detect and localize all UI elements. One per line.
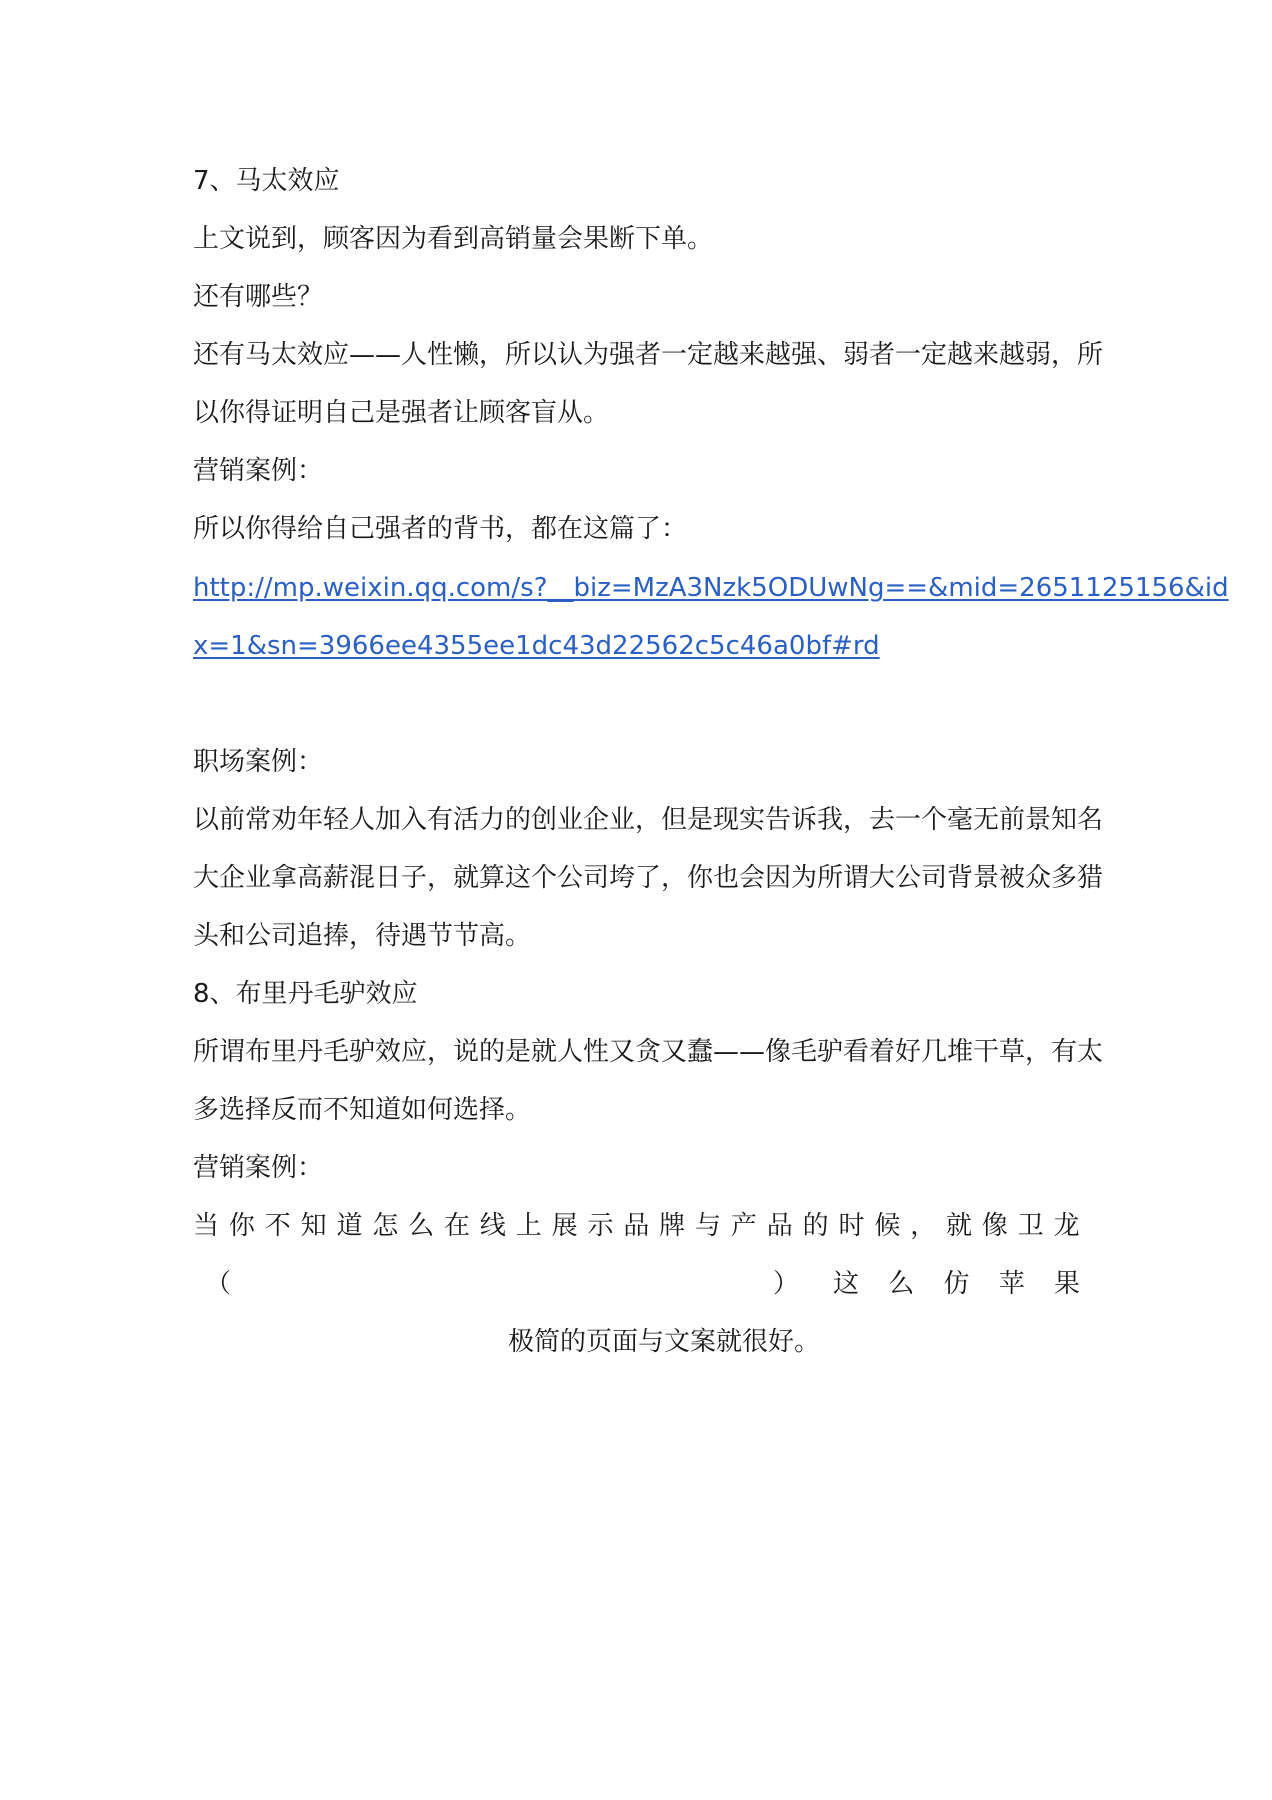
paragraph-line: 所谓布里丹毛驴效应，说的是就人性又贪又蠢——像毛驴看着好几堆干草，有太 [193,1037,1104,1067]
justified-char: 当 [193,1211,220,1241]
justified-char: 仿 [943,1269,970,1299]
paragraph: 还有哪些？ [193,282,324,312]
justified-char: ， [910,1211,937,1241]
justified-char: 与 [695,1211,722,1241]
justified-char: 示 [587,1211,614,1241]
justified-char: 你 [228,1211,255,1241]
section-heading-buridan-donkey: 8、布里丹毛驴效应 [193,979,418,1009]
justified-char: 怎 [372,1211,399,1241]
justified-char: 不 [264,1211,291,1241]
justified-char: 这 [833,1269,860,1299]
justified-char: 果 [1053,1269,1080,1299]
justified-char: 么 [888,1269,915,1299]
justified-char: 知 [300,1211,327,1241]
workplace-case-label: 职场案例： [193,747,324,777]
paragraph-line: 多选择反而不知道如何选择。 [193,1095,532,1125]
justified-char: 卫 [1017,1211,1044,1241]
marketing-case-label: 营销案例： [193,456,324,486]
marketing-case-label: 营销案例： [193,1153,324,1183]
justified-char: 的 [802,1211,829,1241]
justified-char: 像 [981,1211,1008,1241]
justified-paragraph-line [193,1209,1080,1243]
section-heading-matthew-effect: 7、马太效应 [193,166,340,196]
paragraph: 所以你得给自己强者的背书，都在这篇了： [193,514,688,544]
justified-char: 在 [444,1211,471,1241]
justified-char: 线 [479,1211,506,1241]
justified-tail [833,1267,1080,1301]
justified-char: 时 [838,1211,865,1241]
justified-char: 展 [551,1211,578,1241]
paragraph-line: 头和公司追捧，待遇节节高。 [193,921,532,951]
justified-char: 牌 [659,1211,686,1241]
justified-char: 就 [946,1211,973,1241]
justified-char: 龙 [1053,1211,1080,1241]
paragraph-line: 以前常劝年轻人加入有活力的创业企业，但是现实告诉我，去一个毫无前景知名 [193,805,1104,835]
paragraph: 上文说到，顾客因为看到高销量会果断下单。 [193,224,714,254]
justified-char: 品 [766,1211,793,1241]
justified-char: 候 [874,1211,901,1241]
justified-char: 上 [515,1211,542,1241]
article-link-line-2[interactable]: x=1&sn=3966ee4355ee1dc43d22562c5c46a0bf#rd [193,631,880,661]
paragraph-line: 以你得证明自己是强者让顾客盲从。 [193,398,610,428]
justified-char: 道 [336,1211,363,1241]
paragraph-line: 大企业拿高薪混日子，就算这个公司垮了，你也会因为所谓大公司背景被众多猎 [193,863,1104,893]
justified-char: 产 [730,1211,757,1241]
paragraph-line: 极简的页面与文案就很好。 [507,1327,820,1357]
article-link-line-1[interactable]: http://mp.weixin.qq.com/s?__biz=MzA3Nzk5ODUwNg==&mid=2651125156&id [193,573,1229,603]
open-parenthesis: （ [205,1269,232,1299]
justified-char: 苹 [998,1269,1025,1299]
close-parenthesis: ） [773,1269,800,1299]
paragraph-line: 还有马太效应——人性懒，所以认为强者一定越来越强、弱者一定越来越弱，所 [193,340,1104,370]
justified-char: 品 [623,1211,650,1241]
justified-char: 么 [408,1211,435,1241]
